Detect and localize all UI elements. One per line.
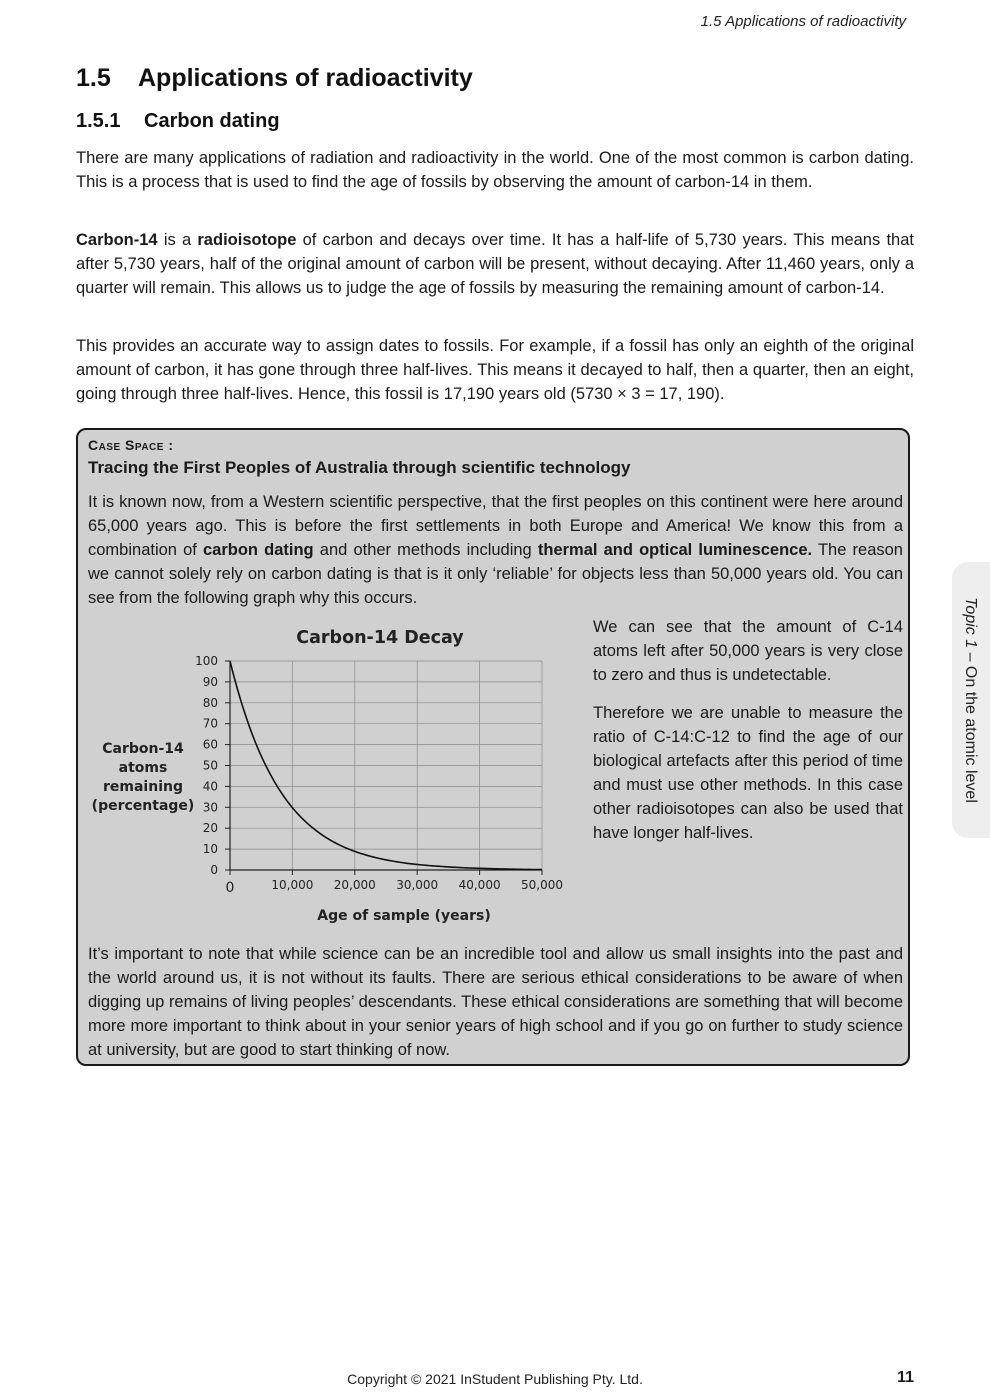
- graph-observation-paragraph: We can see that the amount of C-14 atoms left after 50,000 years is very close to zero and thus is undetectable.: [593, 618, 903, 684]
- y-tick-label: 50: [202, 758, 218, 773]
- footer-copyright: Copyright © 2021 InStudent Publishing Pty. Ltd.: [347, 1371, 643, 1387]
- term-carbon14: Carbon-14: [76, 231, 158, 249]
- y-axis-label-line: remaining: [103, 779, 183, 795]
- y-tick-label: 0: [210, 863, 218, 877]
- chart-title: Carbon-14 Decay: [296, 628, 464, 648]
- subsection-title: Carbon dating: [144, 110, 280, 132]
- x-tick-label: 0: [225, 880, 235, 896]
- chart-axes: [225, 661, 542, 875]
- carbon14-decay-chart: [80, 616, 580, 926]
- y-axis-ticks: [195, 654, 218, 877]
- carbon14-paragraph: [76, 228, 914, 300]
- section-heading: [76, 64, 473, 93]
- case-intro-paragraph: [88, 490, 903, 610]
- x-tick-label: 30,000: [396, 878, 439, 892]
- term-carbon-dating: carbon dating: [203, 541, 314, 559]
- y-tick-label: 90: [202, 674, 218, 689]
- section-title: Applications of radioactivity: [138, 64, 473, 92]
- y-tick-label: 60: [202, 737, 218, 752]
- topic-name: – On the atomic level: [962, 648, 979, 803]
- subsection-number: 1.5.1: [76, 110, 121, 132]
- case-space-heading: Tracing the First Peoples of Australia through scientific technology: [88, 458, 631, 477]
- page-number: 11: [897, 1369, 914, 1386]
- y-tick-label: 30: [202, 800, 218, 815]
- paragraph-text: of carbon and decays over time. It has a half-life of 5,730 years. This means that after 5,730 years, half of the original amount of carbon will be present, without decaying. After 11,460 years, only a quarter will remain. This allows us to judge the age of fossils by measuring the remaining amount of carbon-14.: [76, 231, 914, 297]
- ethics-paragraph: It’s important to note that while science can be an incredible tool and allow us small insights into the past and the world around us, it is not without its faults. There are serious ethical considerations to be aware of when digging up remains of living peoples’ descendants. These ethical considerations are something that will become more more important to think about in your senior years of high school and if you go on further to study science at university, but are good to start thinking of now.: [88, 945, 903, 1059]
- subsection-heading: [76, 110, 280, 133]
- x-axis-label: Age of sample (years): [317, 908, 491, 924]
- y-axis-label: [92, 741, 195, 814]
- case-space-box: [76, 428, 910, 1066]
- y-tick-label: 40: [202, 779, 218, 794]
- y-axis-label-line: Carbon-14: [102, 741, 184, 757]
- x-axis-ticks: [226, 878, 563, 896]
- paragraph-text: It is known now, from a Western scientific perspective, that the first peoples on this continent were here around 65,000 years ago. This is before the first settlements in both Europe and America! We know this from a combination of: [88, 493, 903, 559]
- chart-grid: [230, 661, 542, 870]
- intro-paragraph: There are many applications of radiation and radioactivity in the world. One of the most common is carbon dating. This is a process that is used to find the age of fossils by observing the amount of carbon-14 in them.: [76, 149, 914, 191]
- running-header: 1.5 Applications of radioactivity: [700, 13, 906, 30]
- term-radioisotope: radioisotope: [197, 231, 297, 249]
- y-axis-label-line: atoms: [118, 760, 168, 776]
- topic-side-tab-label: [961, 597, 979, 803]
- x-tick-label: 10,000: [271, 878, 314, 892]
- paragraph-text: is a: [157, 231, 198, 249]
- case-space-label: Case Space :: [88, 437, 174, 453]
- paragraph-text: The reason we cannot solely rely on carbon dating is that is it only ‘reliable’ for objects less than 50,000 years old. You can see from the following graph why this occurs.: [88, 541, 903, 607]
- y-tick-label: 10: [202, 842, 218, 857]
- dating-example-paragraph: This provides an accurate way to assign dates to fossils. For example, if a fossil has only an eighth of the original amount of carbon, it has gone through three half-lives. This means it decayed to half, then a quarter, then an eight, going through three half-lives. Hence, this fossil is 17,190 years old (5730 × 3 = 17, 190).: [76, 337, 914, 403]
- x-tick-label: 50,000: [521, 878, 563, 892]
- term-luminescence: thermal and optical luminescence.: [537, 541, 813, 559]
- graph-conclusion-paragraph: Therefore we are unable to measure the ratio of C-14:C-12 to find the age of our biological artefacts after this period of time and must use other methods. In this case other radioisotopes can also be used that have longer half-lives.: [593, 704, 903, 842]
- y-tick-label: 20: [202, 821, 218, 836]
- x-tick-label: 20,000: [333, 878, 376, 892]
- y-tick-label: 80: [202, 695, 218, 710]
- section-number: 1.5: [76, 64, 111, 92]
- y-tick-label: 100: [195, 654, 218, 668]
- topic-number: Topic 1: [962, 597, 979, 649]
- x-tick-label: 40,000: [458, 878, 501, 892]
- y-axis-label-line: (percentage): [91, 798, 195, 814]
- paragraph-text: and other methods including: [313, 541, 538, 559]
- y-tick-label: 70: [202, 716, 218, 731]
